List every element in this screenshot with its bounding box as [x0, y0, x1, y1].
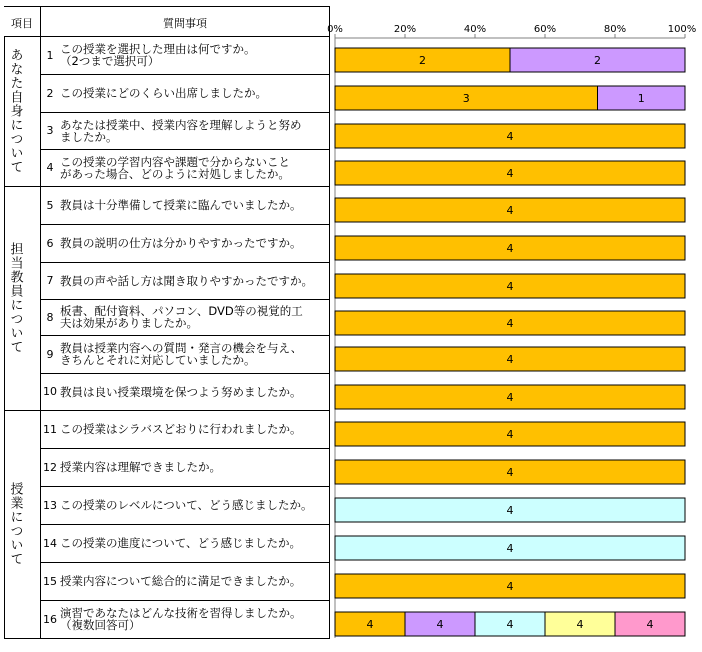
- bar-data-label: 4: [506, 391, 514, 404]
- bar-data-label: 2: [419, 54, 426, 67]
- bar-data-label: 4: [506, 504, 514, 517]
- question-number: 11: [43, 422, 57, 436]
- question-number: 6: [46, 236, 54, 250]
- question-number: 10: [43, 385, 57, 398]
- question-number: 9: [46, 347, 54, 361]
- bar-data-label: 4: [506, 280, 514, 293]
- bar-data-label: 4: [576, 618, 584, 631]
- x-tick-label: 40%: [463, 24, 487, 35]
- question-text: この授業にどのくらい出席しましたか。: [60, 86, 267, 100]
- bar-data-label: 4: [506, 466, 514, 479]
- question-text: この授業の進度について、どう感じましたか。: [60, 536, 302, 550]
- question-text: 教員は良い授業環境を保つよう努めましたか。: [60, 384, 302, 399]
- x-tick-label: 80%: [603, 24, 627, 35]
- question-number: 3: [46, 124, 54, 137]
- question-number: 4: [46, 161, 54, 174]
- bar-data-label: 4: [506, 580, 514, 593]
- x-tick-label: 20%: [393, 24, 417, 35]
- question-number: 13: [43, 498, 57, 512]
- question-text: 教員は十分準備して授業に臨んでいましたか。: [60, 198, 302, 212]
- bar-data-label: 4: [506, 428, 514, 441]
- question-number: 14: [43, 536, 57, 550]
- bar-data-label: 4: [506, 130, 514, 143]
- bar-data-label: 4: [506, 618, 514, 631]
- header-item: 項目: [11, 17, 33, 30]
- bar-data-label: 4: [506, 542, 514, 555]
- question-text: 授業内容について総合的に満足できましたか。: [60, 574, 302, 588]
- bar-data-label: 4: [646, 618, 654, 631]
- question-text: 教員の説明の仕方は分かりやすかったですか。: [60, 236, 302, 250]
- question-text: 授業内容は理解できましたか。: [60, 460, 221, 474]
- bar-data-label: 4: [506, 204, 514, 217]
- question-number: 1: [46, 48, 54, 62]
- bar-data-label: 4: [506, 167, 514, 180]
- bar-data-label: 4: [366, 618, 374, 631]
- question-number: 7: [46, 274, 54, 287]
- question-text: 教員は授業内容への質問・発言の機会を与え、 きちんとそれに対応していましたか。: [60, 341, 303, 367]
- bar-data-label: 4: [436, 618, 444, 631]
- question-number: 12: [43, 460, 57, 474]
- question-number: 5: [46, 198, 54, 212]
- question-text: この授業の学習内容や課題で分からないこと があった場合、どのように対処しましたか。: [60, 154, 290, 181]
- question-number: 2: [46, 86, 54, 100]
- category-self: あなた自身について: [7, 48, 23, 174]
- question-text: この授業のレベルについて、どう感じましたか。: [60, 498, 313, 512]
- bar-data-label: 3: [462, 92, 470, 105]
- question-number: 16: [43, 612, 57, 626]
- question-text: 教員の声や話し方は聞き取りやすかったですか。: [60, 273, 313, 288]
- question-text: 板書、配付資料、パソコン、DVD等の視覚的工 夫は効果がありましたか。: [60, 304, 303, 330]
- bar-data-label: 4: [506, 317, 514, 330]
- question-text: 演習であなたはどんな技術を習得しましたか。 （複数回答可）: [60, 606, 302, 632]
- category-class: 授業について: [7, 482, 23, 566]
- question-number: 15: [43, 574, 57, 588]
- bar-data-label: 4: [506, 242, 514, 255]
- header-question: 質問事項: [163, 17, 207, 30]
- category-teacher: 担当教員について: [7, 242, 23, 354]
- x-tick-label: 100%: [667, 24, 697, 35]
- x-tick-label: 0%: [327, 24, 343, 35]
- question-text: あなたは授業中、授業内容を理解しようと努め ましたか。: [60, 117, 302, 144]
- question-number: 8: [46, 310, 54, 324]
- bar-data-label: 2: [594, 54, 601, 67]
- x-tick-label: 60%: [533, 24, 557, 35]
- question-text: この授業を選択した理由は何ですか。 （2つまで選択可）: [60, 42, 256, 68]
- question-text: この授業はシラバスどおりに行われましたか。: [60, 422, 302, 436]
- bar-data-label: 1: [637, 92, 645, 105]
- bar-data-label: 4: [506, 353, 514, 366]
